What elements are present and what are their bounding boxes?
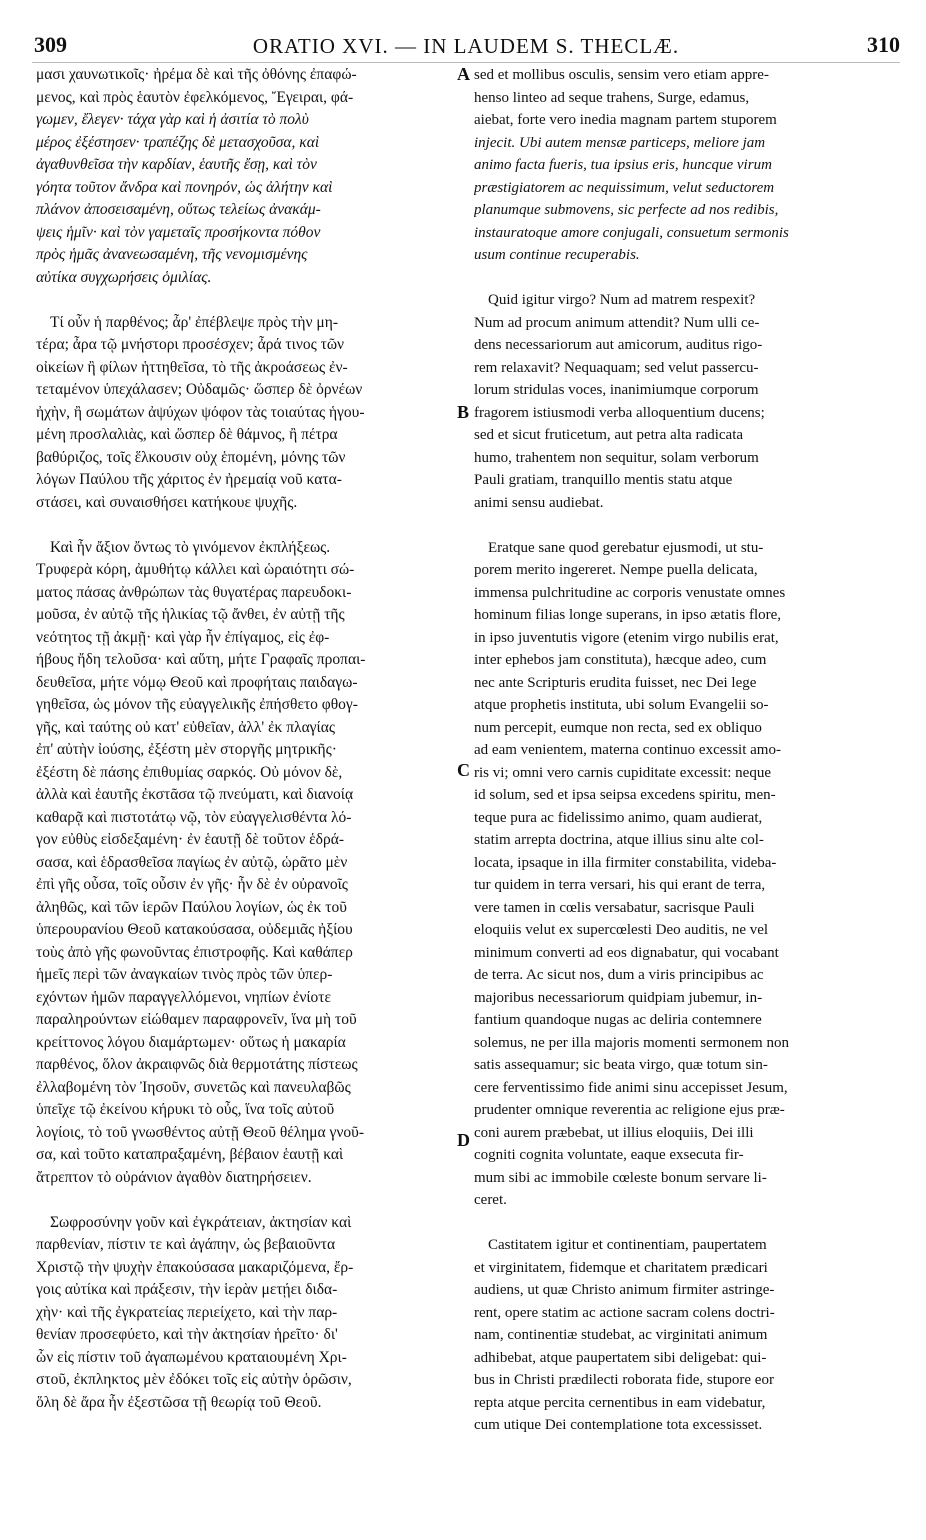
text-line: cogniti cognita voluntate, eaque exsecuta fir- (474, 1147, 744, 1163)
text-line: rent, opere statim ac actione sacram colens doctri- (474, 1304, 775, 1321)
text-line: Καὶ ἦν ἄξιον ὄντως τὸ γινόμενον ἐκπλήξεως. (50, 538, 331, 556)
text-line: lorum stridulas voces, inanimiumque corporum (474, 382, 759, 398)
text-line: statim arrepta doctrina, atque illius sinu alte col- (474, 832, 764, 848)
text-line: πλάνον ἀποσεισαμένη, οὕτως τελείως ἀνακάμ- (36, 201, 321, 218)
text-line: πρὸς ἡμᾶς ἀνανεωσαμένη, τῆς νενομισμένης (36, 246, 308, 263)
text-line: aiebat, forte vero inedia magnam partem stuporem (474, 112, 777, 128)
text-line: Quid igitur virgo? Num ad matrem respexit? (488, 292, 756, 308)
text-line: inter ephebos jam constituta), hæcque adeo, cum (474, 652, 767, 668)
paragraph-gap (36, 514, 456, 537)
text-line: ὅλη δὲ ἄρα ἦν ἐξεστῶσα τῇ θεωρίᾳ τοῦ Θεοῦ. (36, 1393, 322, 1411)
text-line: γοις αὐτίκα καὶ πράξεσιν, τὴν ἱερὰν μετῄει διδα- (36, 1281, 338, 1298)
text-line: στάσει, καὶ συναισθήσει κατήκουε ψυχῆς. (36, 493, 298, 511)
text-line: αὐτίκα συγχωρήσεις ὁμιλίας. (36, 268, 212, 286)
text-line: bus in Christi prædilecti roborata fide, stupore eor (474, 1372, 774, 1388)
paragraph-gap (36, 289, 456, 312)
text-line: γον εὐθὺς εἰσδεξαμένη· ἐν ἑαυτῇ δὲ τοῦτον ἑδρά- (36, 831, 344, 848)
header-rule (32, 62, 900, 63)
text-line: θενίαν προσεφύετο, καὶ τὴν ἀκτησίαν ἡρεῖτο· δι' (36, 1326, 338, 1343)
text-line: repta atque percita cernentibus in eam videbatur, (474, 1394, 766, 1411)
text-line: animo facta fueris, tua ipsius eris, huncque virum (474, 157, 772, 173)
text-line: ἀγαθυνθεῖσα τὴν καρδίαν, ἑαυτῆς ἔσῃ, καὶ τὸν (36, 156, 317, 173)
text-line: βαθύριζος, τοῖς ἕλκουσιν οὐχ ἑπομένη, μόνης τῶν (36, 448, 346, 466)
text-line: Σωφροσύνην γοῦν καὶ ἐγκράτειαν, ἀκτησίαν καὶ (50, 1213, 352, 1231)
text-line: sed et mollibus osculis, sensim vero etiam appre- (474, 67, 769, 83)
text-line: κρείττονος λόγου διαμάρτωμεν· οὕτως ἡ μακαρία (36, 1033, 346, 1051)
text-line: μασι χαυνωτικοῖς· ἠρέμα δὲ καὶ τῆς ὀθόνης ἐπαφώ- (36, 66, 357, 83)
text-line: ὧν εἰς πίστιν τοῦ ἀγαπωμένου κραταιουμένη Χρι- (36, 1348, 347, 1366)
text-line: nam, continentiæ studebat, ac virginitati animum (474, 1327, 768, 1343)
text-line: Χριστῷ τὴν ψυχὴν ἐπακούσασα μακαριζόμενα, ἔρ- (36, 1258, 354, 1276)
text-line: ἐπὶ γῆς οὖσα, τοῖς οὖσιν ἐν γῆς· ἦν δὲ ἐν οὐρανοῖς (36, 876, 348, 893)
text-line: μενος, καὶ πρὸς ἑαυτὸν ἐφελκόμενος, Ἔγειραι, φά- (36, 88, 354, 106)
text-line: mum sibi ac immobile cœleste bonum servare li- (474, 1169, 767, 1186)
text-line: δευθεῖσα, μήτε νόμῳ Θεοῦ καὶ προφήταις παιδαγω- (36, 673, 358, 691)
text-line: στοῦ, ἐκπληκτος μὲν ἐδόκει τοῖς εἰς αὐτὴν ὁρῶσιν, (36, 1371, 352, 1388)
text-line: et virginitatem, fidemque et charitatem prædicari (474, 1259, 768, 1276)
text-line: τοὺς ἀπὸ γῆς φωνοῦντας ἐπιστροφῆς. Καὶ καθάπερ (36, 943, 353, 961)
text-line: instauratoque amore conjugali, consuetum sermonis (474, 224, 789, 241)
text-line: καθαρᾷ καὶ πιστοτάτῳ νῷ, τὸν εὐαγγελισθέντα λό- (36, 808, 352, 826)
text-line: ἐξέστη δὲ πάσης ἐπιθυμίας σαρκός. Οὐ μόνον δὲ, (36, 763, 343, 781)
text-line: σα, καὶ τοῦτο καταπραξαμένη, βέβαιον ἑαυτῇ καὶ (36, 1146, 344, 1163)
text-line: ἀλλὰ καὶ ἑαυτῆς ἐκστᾶσα τῷ πνεύματι, καὶ διανοίᾳ (36, 786, 354, 803)
paragraph-gap (474, 1212, 892, 1235)
text-line: præstigiatorem ac nequissimum, velut seductorem (474, 179, 775, 196)
text-line: ὑπερουρανίου Θεοῦ κατακούσασα, οὐδεμιᾶς ἠξίου (36, 921, 353, 938)
text-line: ψεις ἡμῖν· καὶ τὸν γαμεταῖς προσήκοντα πόθον (36, 223, 321, 241)
page-header (32, 32, 900, 62)
running-title: ORATIO XVI. — IN LAUDEM S. THECLÆ. (252, 34, 680, 58)
text-line: παρθένος, ὅλον ἀκραιφνῶς διὰ θερμοτάτης πίστεως (36, 1056, 358, 1073)
text-line: γόητα τοῦτον ἄνδρα καὶ πονηρόν, ὡς ἀλήτην καὶ (36, 178, 333, 196)
text-line: humo, trahentem non sequitur, solam verborum (474, 449, 759, 466)
text-line: ὑπεῖχε τῷ ἐκείνου κήρυκι τὸ οὖς, ἵνα τοῖς αὐτοῦ (36, 1101, 335, 1118)
paragraph-gap (474, 514, 892, 537)
text-line: hominum filias longe superans, in ipso ætatis flore, (474, 607, 782, 623)
text-line: ἠχὴν, ἢ σωμάτων ἀψύχων ψόφον τὰς τοιαύτας ἡγου- (36, 403, 365, 421)
text-line: sed et sicut fruticetum, aut petra alta radicata (474, 427, 744, 443)
greek-column (36, 64, 456, 1414)
text-line: οἰκείων ἢ φίλων ἡττηθεῖσα, τὸ τῆς ἀκροάσεως ἐν- (36, 358, 348, 376)
text-line: ἀληθῶς, καὶ τῶν ἱερῶν Παύλου λογίων, ὡς ἐκ τοῦ (36, 898, 347, 916)
latin-column (474, 64, 892, 1437)
text-line: παραληρούντων εἰώθαμεν παραφρονεῖν, ἵνα μὴ τοῦ (36, 1011, 357, 1028)
text-line: de terra. Ac sicut nos, dum a viris principibus ac (474, 967, 764, 983)
text-line: locata, ipsaque in illa firmiter constabilita, videba- (474, 854, 777, 871)
text-line: tur quidem in terra versari, his qui erant de terra, (474, 877, 766, 893)
right-page-number: 310 (867, 32, 900, 57)
margin-marker-c: C (457, 760, 470, 780)
text-line: solemus, ne per illa majoris momenti sermonem non (474, 1034, 789, 1051)
text-line: in ipso juventutis vigore (etenim virgo nubilis erat, (474, 629, 779, 646)
text-line: teque pura ac fidelissimo animo, quam audierat, (474, 809, 763, 826)
text-line: nec ante Scripturis erudita fuisset, nec Dei lege (474, 674, 757, 691)
text-line: henso linteo ad seque trahens, Surge, edamus, (474, 89, 750, 106)
text-line: rem relaxavit? Nequaquam; sed velut passercu- (474, 359, 759, 376)
text-line: dens necessariorum aut amicorum, auditus rigo- (474, 337, 763, 353)
text-line: satis assequamur; sic beata virgo, quæ totum sin- (474, 1057, 768, 1073)
paragraph-gap (474, 267, 892, 290)
text-line: id solum, sed et ipsa seipsa excedens spiritu, men- (474, 787, 776, 803)
text-line: εχόντων ἡμῶν παραγγελλόμενοι, νηπίων ἐνίοτε (36, 988, 332, 1006)
text-line: planumque submovens, sic perfecte ad nos redibis, (474, 202, 779, 218)
text-line: minimum converti ad eos dignabatur, qui vocabant (474, 944, 779, 961)
text-line: Pauli gratiam, tranquillo mentis statu atque (474, 472, 733, 488)
text-line: animi sensu audiebat. (474, 494, 604, 511)
text-line: λογίοις, τὸ τοῦ γνωσθέντος αὐτῇ Θεοῦ θέλημα γνοῦ- (36, 1123, 364, 1141)
text-line: γωμεν, ἔλεγεν· τάχα γὰρ καὶ ἡ ἀσιτία τὸ πολὺ (36, 111, 309, 128)
text-line: χὴν· καὶ τῆς ἐγκρατείας περιείχετο, καὶ τὴν παρ- (36, 1303, 338, 1321)
text-line: ἡμεῖς περὶ τῶν ἀναγκαίων τινὸς πρὸς τῶν ὑπερ- (36, 966, 333, 983)
text-line: fantium quandoque nugas ac deliria contemnere (474, 1012, 762, 1028)
text-line: ris vi; omni vero carnis cupiditate excessit: neque (474, 764, 771, 781)
text-line: γηθεῖσα, ὡς μόνον τῆς εὐαγγελικῆς ἐπήσθετο φθογ- (36, 696, 358, 713)
text-line: ceret. (474, 1192, 507, 1208)
left-page-number: 309 (34, 32, 67, 57)
text-line: ἄτρεπτον τὸ οὐράνιον ἀγαθὸν διατηρήσειεν. (36, 1168, 312, 1186)
text-line: Τρυφερὰ κόρη, ἀμυθήτῳ κάλλει καὶ ὡραιότητι σώ- (36, 561, 355, 578)
text-line: λόγων Παύλου τῆς χάριτος ἐν ἠρεμαίᾳ νοῦ κατα- (36, 471, 342, 488)
text-line: τέρα; ἆρα τῷ μνήστορι προσέσχεν; ἆρά τινος τῶν (36, 336, 345, 353)
text-line: fragorem istiusmodi verba alloquentium ducens; (474, 404, 765, 421)
text-line: audiens, ut quæ Christo animum firmiter astringe- (474, 1282, 775, 1298)
text-line: porem merito ingereret. Nempe puella delicata, (474, 562, 758, 578)
text-line: num percepit, eumque non recta, sed ex obliquo (474, 719, 762, 736)
text-line: μέρος ἐξέστησεν· τραπέζης δὲ μετασχοῦσα, καὶ (36, 133, 320, 151)
text-line: ἐλλαβομένη τὸν Ἰησοῦν, συνετῶς καὶ πανευλαβῶς (36, 1078, 351, 1096)
text-line: ήβους ἤδη τελοῦσα· καὶ αὕτη, μήτε Γραφαῖς προπαι- (36, 651, 366, 668)
text-line: Τί οὖν ἡ παρθένος; ἆρ' ἐπέβλεψε πρὸς τὴν μη- (50, 313, 338, 331)
text-line: injecit. Ubi autem mensæ particeps, meliore jam (474, 134, 766, 151)
text-line: ματος πάσας ἀνθρώπων τὰς θυγατέρας παρευδοκι- (36, 583, 352, 601)
margin-marker-b: B (457, 402, 470, 422)
text-line: Castitatem igitur et continentiam, paupertatem (488, 1237, 767, 1253)
text-line: νεότητος τῇ ἀκμῇ· καὶ γὰρ ἦν ἐπίγαμος, εἰς ἐφ- (36, 628, 330, 646)
text-line: Eratque sane quod gerebatur ejusmodi, ut stu- (488, 539, 764, 556)
text-line: μένη προσλαλιὰς, καὶ ὥσπερ δὲ θάμνος, ἢ πέτρα (36, 426, 338, 443)
text-line: τεταμένον ὑπεχάλασεν; Οὐδαμῶς· ὥσπερ δὲ ὀρνέων (36, 381, 363, 398)
text-line: adhibebat, atque paupertatem sibi deligebat: qui- (474, 1349, 767, 1366)
text-line: majoribus necessariorum quidpiam jubemur, in- (474, 989, 763, 1006)
text-line: immensa pulchritudine ac corporis venustate omnes (474, 584, 786, 601)
text-line: ad eam venientem, materna continuo excessit amo- (474, 742, 781, 758)
text-line: coni aurem præbebat, ut illius eloquiis, Dei illi (474, 1124, 754, 1141)
text-line: ἐπ' αὐτὴν ἰούσης, ἐξέστη μὲν στοργῆς μητρικῆς· (36, 741, 337, 758)
text-line: atque prophetis instituta, ubi solum Evangelii so- (474, 697, 769, 713)
text-line: cere ferventissimo fide animi sinu accepisset Jesum, (474, 1079, 788, 1096)
text-line: σασα, καὶ ἑδρασθεῖσα παγίως ἐν αὐτῷ, ὡρᾶτο μὲν (36, 853, 348, 871)
text-line: usum continue recuperabis. (474, 247, 640, 263)
margin-marker-d: D (457, 1130, 470, 1150)
text-line: παρθενίαν, πίστιν τε καὶ ἀγάπην, ὡς βεβαιοῦντα (36, 1236, 336, 1253)
text-line: μοῦσα, ἐν αὐτῷ τῆς ἡλικίας τῷ ἄνθει, ἐν αὐτῇ τῆς (36, 606, 345, 623)
text-line: prudenter omnique reverentia ac religione ejus præ- (474, 1102, 785, 1118)
text-line: vere tamen in cœlis versabatur, sacrisque Pauli (474, 899, 755, 916)
paragraph-gap (36, 1189, 456, 1212)
text-line: eloquiis velut ex supercœlesti Deo auditis, ne vel (474, 922, 769, 938)
margin-marker-a: A (457, 64, 470, 84)
text-line: cum utique Dei contemplatione tota excessisset. (474, 1417, 763, 1433)
text-line: γῆς, καὶ ταύτης οὐ κατ' εὐθεῖαν, ἀλλ' ἐκ πλαγίας (36, 718, 335, 736)
text-line: Num ad procum animum attendit? Num ulli ce- (474, 314, 760, 331)
